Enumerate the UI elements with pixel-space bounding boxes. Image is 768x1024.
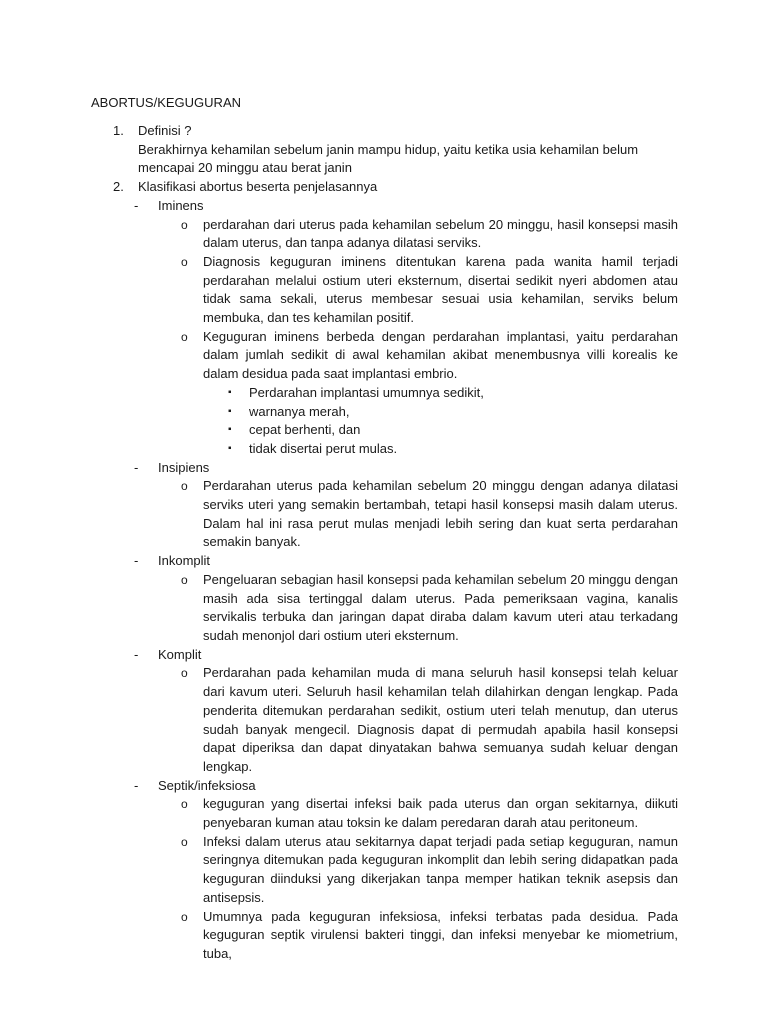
list-item [0, 384, 768, 403]
circle-bullet-icon: o [181, 254, 188, 269]
item-heading: Definisi ? [138, 123, 192, 138]
section-heading: Insipiens [158, 459, 210, 475]
point-text: perdarahan dari uterus pada kehamilan sebelum 20 minggu, hasil konsepsi masih dalam uterus, dan tanpa adanya dilatasi serviks. [203, 216, 678, 251]
dash-marker: - [134, 553, 139, 569]
point-text: Umumnya pada keguguran infeksiosa, infeksi terbatas pada desidua. Pada keguguran septik virulensi bakteri tinggi, dan infeksi menyebar ke miometrium, tuba, [203, 908, 678, 961]
page-title: ABORTUS/KEGUGURAN [91, 95, 242, 110]
list-item [0, 477, 678, 552]
section-insipiens [0, 459, 768, 478]
document-body [0, 122, 768, 964]
dash-marker: - [134, 197, 139, 213]
dash-marker: - [134, 646, 139, 662]
square-bullet-icon: ▪ [228, 442, 232, 454]
item-number: 1. [113, 123, 124, 138]
item-heading: Klasifikasi abortus beserta penjelasannya [138, 179, 378, 195]
point-text: Perdarahan pada kehamilan muda di mana seluruh hasil konsepsi telah keluar dari kavum uteri. Seluruh hasil kehamilan telah dilahirkan dengan lengkap. Pada penderita ditemukan perdarahan sedikit, ostium uteri telah menutup, dan uterus sudah banyak mengecil. Diagnosis dapat di permudah apabila hasil konsepsi dapat diperiksa dan dapat dinyatakan bahwa semuanya sudah keluar dengan lengkap. [203, 665, 678, 774]
list-item [0, 795, 678, 832]
point-text: Pengeluaran sebagian hasil konsepsi pada kehamilan sebelum 20 minggu dengan masih ada sisa tertinggal dalam uterus. Pada pemeriksaan vagina, kanalis servikalis terbuka dan jaringan dapat diraba dalam kavum uteri atau terkadang sudah menonjol dari ostium uteri eksternum. [203, 571, 678, 643]
section-iminens [0, 197, 768, 216]
section-septik-infeksiosa [0, 777, 768, 796]
list-item [0, 421, 768, 440]
dash-marker: - [134, 777, 139, 793]
section-heading: Septik/infeksiosa [158, 777, 256, 793]
circle-bullet-icon: o [181, 909, 188, 924]
section-inkomplit [0, 552, 768, 571]
list-item [0, 440, 768, 459]
circle-bullet-icon: o [181, 797, 188, 812]
item-text: Berakhirnya kehamilan sebelum janin mampu hidup, yaitu ketika usia kehamilan belum mencapai 20 minggu atau berat janin [138, 141, 639, 176]
list-item [0, 216, 678, 253]
list-item [0, 253, 678, 328]
point-text: Keguguran iminens berbeda dengan perdarahan implantasi, yaitu perdarahan dalam jumlah sedikit di awal kehamilan akibat menembusnya villi korealis ke dalam desidua pada saat implantasi embrio. [203, 328, 678, 382]
list-item [0, 833, 678, 908]
point-text: Infeksi dalam uterus atau sekitarnya dapat terjadi pada setiap keguguran, namun seringnya ditemukan pada keguguran inkomplit dan lebih sering didapatkan pada keguguran diinduksi yang dikerjakan tanpa memper hatikan teknik asepsis dan antisepsis. [203, 833, 678, 905]
point-text: Diagnosis keguguran iminens ditentukan karena pada wanita hamil terjadi perdarahan melalui ostium uteri eksternum, disertai sedikit nyeri abdomen atau tidak sama sekali, uterus membesar sesuai usia kehamilan, serviks belum membuka, dan tes kehamilan positif. [203, 253, 678, 326]
circle-bullet-icon: o [181, 479, 188, 494]
section-heading: Komplit [158, 646, 202, 662]
list-item [0, 403, 768, 422]
section-heading: Iminens [158, 197, 204, 213]
square-bullet-icon: ▪ [228, 405, 232, 417]
circle-bullet-icon: o [181, 666, 188, 681]
list-item-2 [0, 178, 678, 197]
circle-bullet-icon: o [181, 834, 188, 849]
bullet-text: tidak disertai perut mulas. [249, 440, 398, 456]
list-item-1 [0, 122, 678, 178]
section-heading: Inkomplit [158, 553, 211, 569]
list-item [0, 328, 678, 384]
bullet-text: cepat berhenti, dan [249, 422, 361, 438]
point-text: Perdarahan uterus pada kehamilan sebelum 20 minggu dengan adanya dilatasi serviks uteri yang semakin bertambah, tetapi hasil konsepsi masih dalam uterus. Dalam hal ini rasa perut mulas menjadi lebih sering dan kuat serta perdarahan semakin banyak. [203, 478, 678, 550]
list-item [0, 908, 678, 964]
circle-bullet-icon: o [181, 572, 188, 587]
square-bullet-icon: ▪ [228, 386, 232, 398]
bullet-text: warnanya merah, [249, 403, 350, 419]
circle-bullet-icon: o [181, 217, 188, 232]
square-bullet-icon: ▪ [228, 424, 232, 436]
point-text: keguguran yang disertai infeksi baik pada uterus dan organ sekitarnya, diikuti penyebaran kuman atau toksin ke dalam peredaran darah atau peritoneum. [203, 796, 678, 831]
list-item [0, 664, 678, 776]
dash-marker: - [134, 459, 139, 475]
section-komplit [0, 646, 768, 665]
bullet-text: Perdarahan implantasi umumnya sedikit, [249, 384, 484, 400]
list-item [0, 571, 678, 646]
circle-bullet-icon: o [181, 329, 188, 344]
item-number: 2. [113, 179, 124, 195]
